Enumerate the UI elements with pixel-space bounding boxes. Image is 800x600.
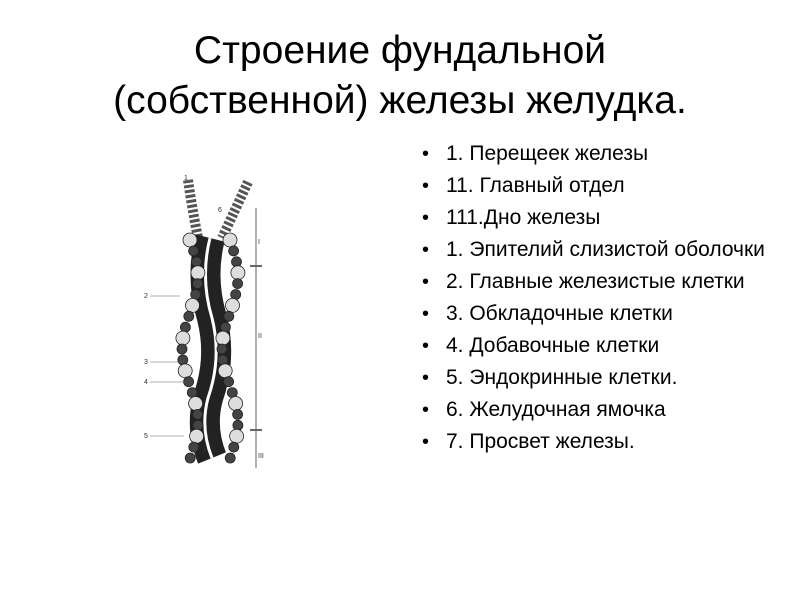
gland-cell bbox=[220, 322, 230, 332]
legend-item: • 1. Перещеек железы bbox=[420, 142, 790, 166]
gland-cell bbox=[229, 442, 239, 452]
gland-cell bbox=[224, 377, 234, 387]
legend-item: • 7. Просвет железы. bbox=[420, 430, 790, 454]
fundic-gland-illustration bbox=[140, 168, 280, 488]
legend-item: • 2. Главные железистые клетки bbox=[420, 270, 790, 294]
legend-item: • 5. Эндокринные клетки. bbox=[420, 366, 790, 390]
label-lumen-7: 7 bbox=[202, 449, 206, 456]
gland-cell bbox=[192, 257, 202, 267]
gland-cell bbox=[231, 266, 245, 280]
label-top-1: 1 bbox=[184, 175, 188, 182]
gland-pit-left bbox=[188, 180, 198, 238]
legend-item: • 1. Эпителий слизистой оболочки bbox=[420, 238, 790, 262]
gland-cell bbox=[193, 420, 203, 430]
gland-cell bbox=[216, 331, 230, 345]
label-right-III: III bbox=[258, 453, 264, 460]
gland-cell bbox=[233, 279, 243, 289]
gland-cell bbox=[184, 311, 194, 321]
legend-item: • 3. Обкладочные клетки bbox=[420, 302, 790, 326]
gland-cell bbox=[231, 290, 241, 300]
gland-cell bbox=[189, 246, 199, 256]
legend-item: • 6. Желудочная ямочка bbox=[420, 398, 790, 422]
gland-cell bbox=[223, 233, 237, 247]
label-left-5: 5 bbox=[144, 433, 148, 440]
legend-item: • 11. Главный отдел bbox=[420, 174, 790, 198]
gland-cell bbox=[193, 409, 203, 419]
gland-cell bbox=[229, 397, 243, 411]
gland-cell bbox=[233, 420, 243, 430]
label-left-4: 4 bbox=[144, 379, 148, 386]
gland-cell bbox=[180, 322, 190, 332]
gland-cell bbox=[191, 266, 205, 280]
gland-cell bbox=[178, 364, 192, 378]
gland-cell bbox=[191, 290, 201, 300]
legend-item: • 4. Добавочные клетки bbox=[420, 334, 790, 358]
legend-item: • 111.Дно железы bbox=[420, 206, 790, 230]
gland-cell bbox=[184, 377, 194, 387]
gland-cell bbox=[177, 344, 187, 354]
gland-cell bbox=[227, 388, 237, 398]
gland-cell bbox=[193, 279, 203, 289]
gland-cell bbox=[217, 344, 227, 354]
gland-cell bbox=[190, 429, 204, 443]
gland-cell bbox=[178, 355, 188, 365]
label-top-6: 6 bbox=[218, 207, 222, 214]
gland-cell bbox=[230, 429, 244, 443]
gland-cell bbox=[183, 233, 197, 247]
gland-cell bbox=[186, 298, 200, 312]
gland-cell bbox=[233, 409, 243, 419]
slide-title bbox=[40, 26, 760, 126]
gland-cell bbox=[189, 397, 203, 411]
gland-cell bbox=[229, 246, 239, 256]
title-line-1: Строение фундальной bbox=[193, 29, 607, 72]
title-line-2: (собственной) железы желудка. bbox=[113, 79, 687, 122]
gland-cell bbox=[224, 311, 234, 321]
gland-cell bbox=[187, 388, 197, 398]
label-left-2: 2 bbox=[144, 293, 148, 300]
gland-cell bbox=[218, 355, 228, 365]
gland-drawing bbox=[140, 168, 280, 488]
gland-cell bbox=[185, 453, 195, 463]
gland-cell bbox=[176, 331, 190, 345]
gland-cell bbox=[225, 453, 235, 463]
gland-cell bbox=[232, 257, 242, 267]
label-left-3: 3 bbox=[144, 359, 148, 366]
label-right-II: II bbox=[258, 333, 262, 340]
label-right-I: I bbox=[258, 239, 260, 246]
gland-cell bbox=[218, 364, 232, 378]
gland-cell bbox=[226, 298, 240, 312]
gland-pit-right bbox=[222, 182, 248, 238]
gland-cell bbox=[189, 442, 199, 452]
legend-list bbox=[420, 142, 790, 462]
